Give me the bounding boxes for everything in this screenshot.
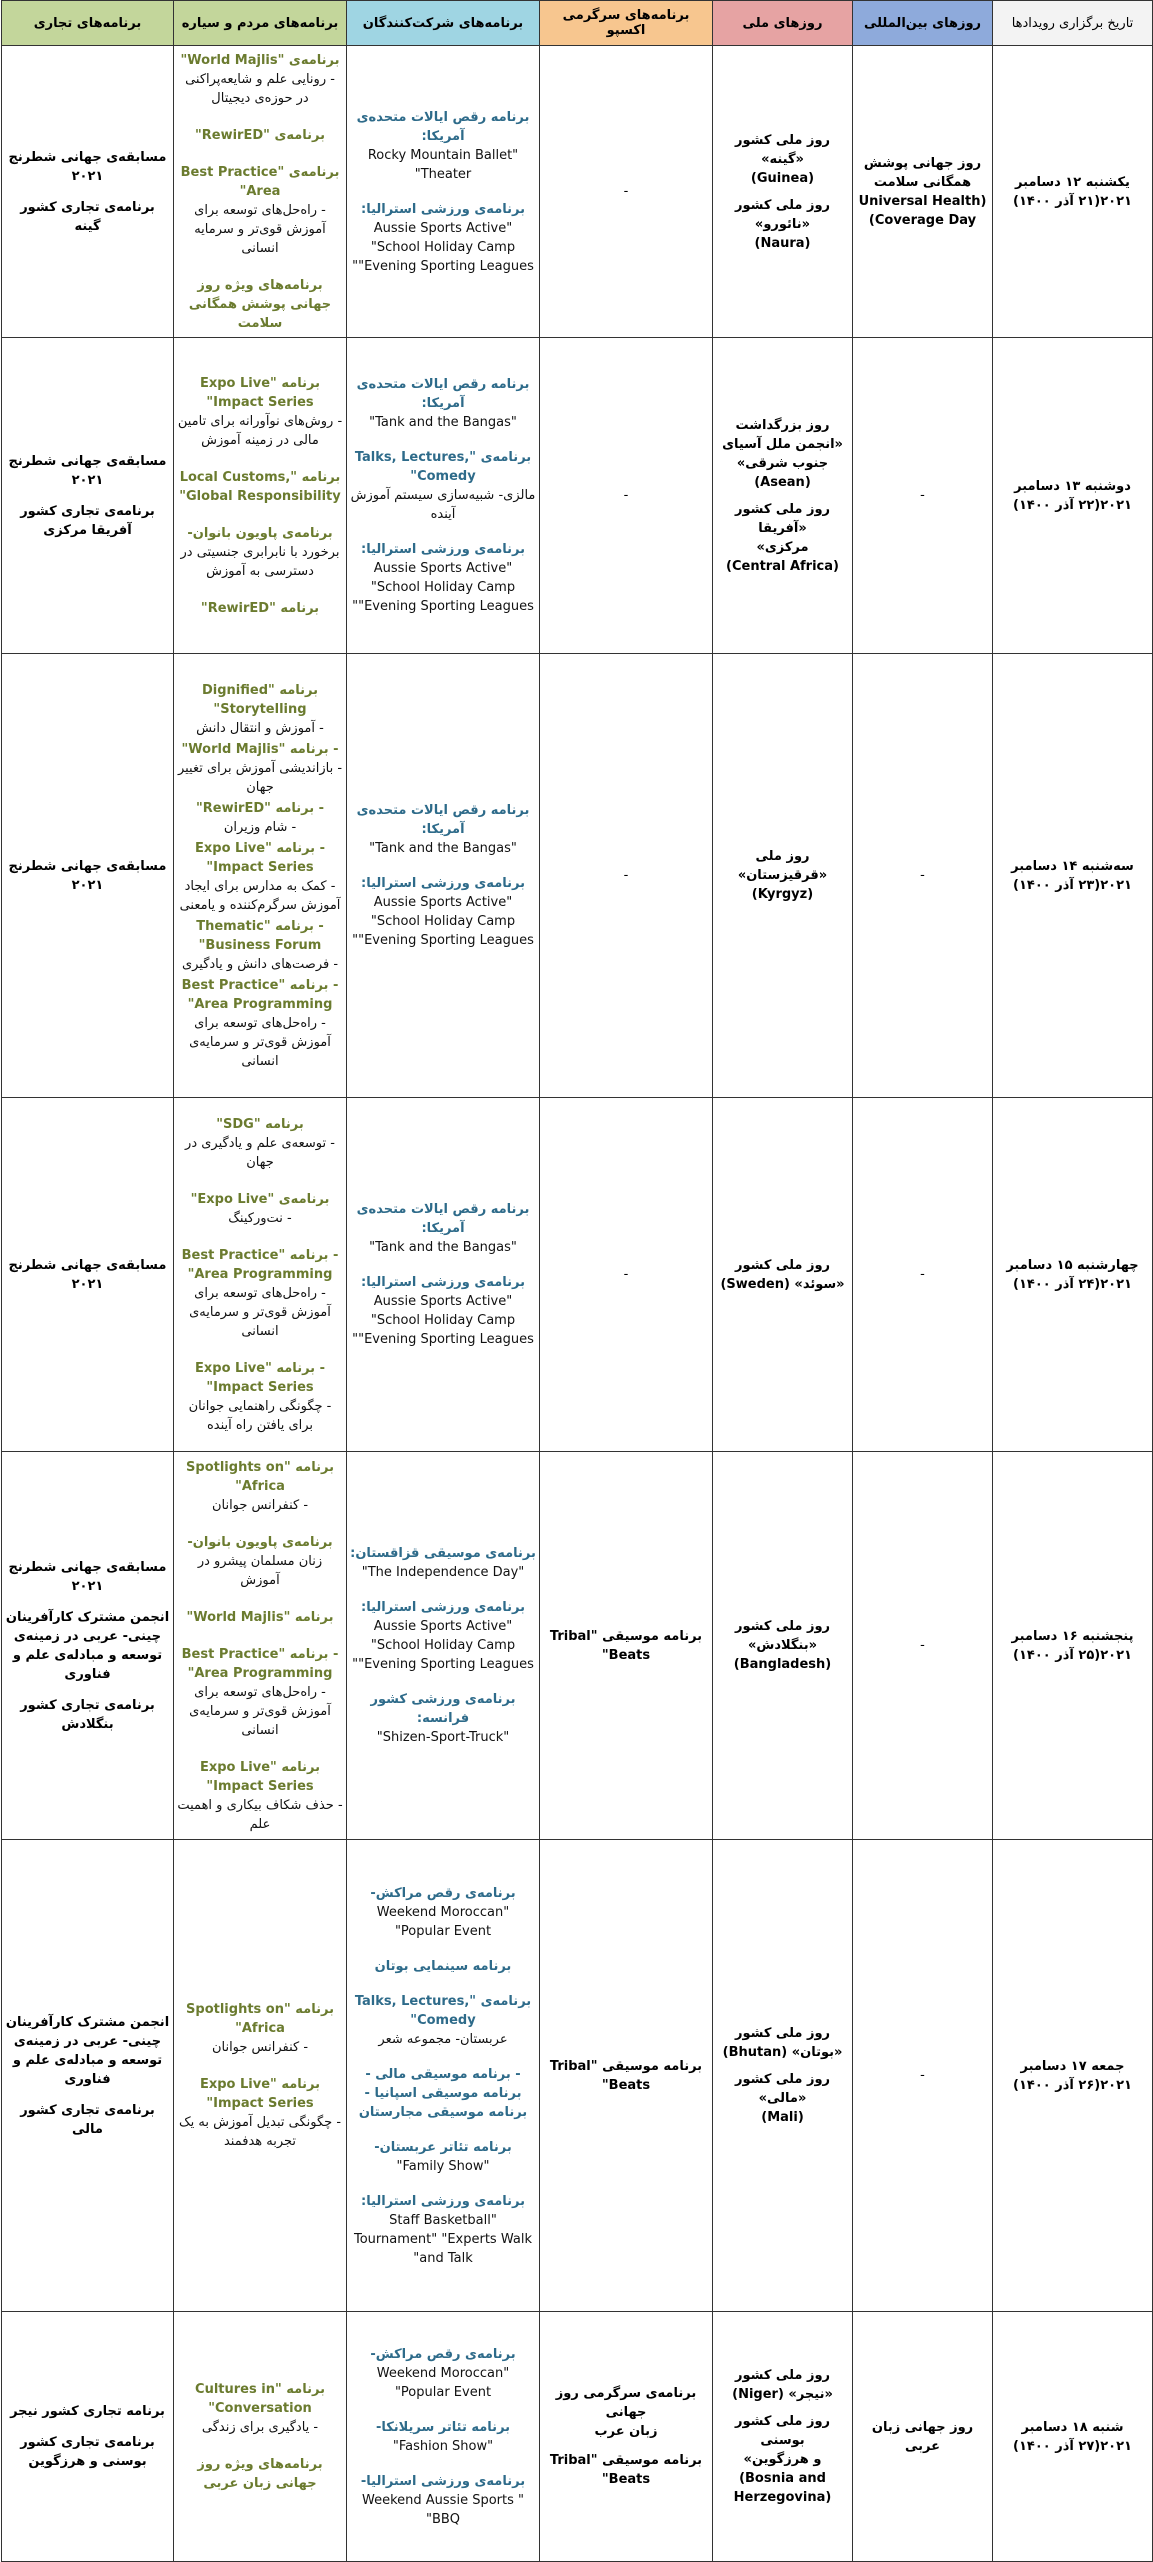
program-title: برنامه "Expo Live Impact Series" (199, 375, 321, 410)
cell-national-day (713, 1452, 853, 1840)
event-schedule-table (1, 0, 1153, 2562)
program-desc: - کمک به مدارس برای ایجاد آموزش سرگرم‌کننده و یامعنی (179, 878, 341, 913)
business-program: برنامه‌ی تجاری کشور مالی (20, 2102, 155, 2137)
national-day-entry (716, 847, 849, 904)
national-day-text: جنوب شرقی» (736, 455, 829, 471)
program-desc: "Tank and the Bangas" (369, 1240, 517, 1255)
program-title: - برنامه "Best Practice Area Programming" (181, 1646, 339, 1681)
participant-program (350, 2065, 536, 2122)
expo-entry (543, 1265, 709, 1284)
program-title: برنامه‌ی ورزشی استرالیا: (361, 1600, 525, 1615)
date-text: شنبه ۱۸ دسامبر ۲۰۲۱ (1021, 2419, 1132, 2454)
business-program: مسابقه‌ی جهانی شطرنج ۲۰۲۱ (8, 453, 167, 488)
international-day-text: Coverage Day) (868, 212, 977, 228)
schedule-row (2, 654, 1153, 1098)
date-text: (۲۵ آذر ۱۴۰۰) (1013, 1647, 1101, 1663)
program-title: برنامه‌ی ورزشی کشور فرانسه: (370, 1692, 516, 1726)
program-desc: Aussie Sports Active" "School Holiday Camp "Evening Sporting Leagues" (352, 1294, 534, 1347)
participant-program (350, 1992, 536, 2049)
cell-date (993, 654, 1153, 1098)
people-planet-program (177, 599, 343, 618)
cell-national-day (713, 2312, 853, 2562)
international-day-text: - (920, 868, 925, 883)
national-day-text: (Herzegovina (733, 2490, 832, 2505)
national-day-text: «نیجر» (Niger) (732, 2387, 833, 2402)
program-desc: - روش‌های نوآورانه برای تامین مالی در زمینه آموزش (177, 413, 343, 448)
program-title: برنامه‌ی ورزشی استرالیا: (361, 201, 525, 217)
expo-entry (543, 866, 709, 885)
header-row (2, 1, 1153, 46)
program-desc: مالزی- شبیه‌سازی سیستم آموزش آینده (350, 488, 536, 522)
expo-entry (543, 1627, 709, 1665)
people-planet-program (177, 1645, 343, 1740)
national-day-text: (Bangladesh) (733, 1657, 832, 1672)
cell-national-day (713, 654, 853, 1098)
cell-business-programs (2, 654, 174, 1098)
national-day-text: (Central Africa) (726, 558, 839, 574)
national-day-entry (716, 2366, 849, 2404)
program-desc: Weekend Moroccan" "Popular Event (376, 1904, 510, 1939)
national-day-entry (716, 1256, 849, 1294)
program-desc: - نت‌ورکینگ (228, 1210, 292, 1226)
program-title: - برنامه موسیقی مالی - برنامه موسیقی اسپانیا - برنامه موسیقی مجارستان (358, 2066, 528, 2120)
cell-business-programs (2, 1098, 174, 1452)
international-day-text: همگانی سلامت (873, 174, 972, 190)
program-title: برنامه "World Majlis" (186, 1609, 334, 1625)
program-title: - برنامه "RewirED" (195, 800, 325, 816)
cell-date (993, 1098, 1153, 1452)
date-text: پنجشنبه ۱۶ دسامبر ۲۰۲۱ (1011, 1628, 1134, 1663)
national-day-entry (716, 196, 849, 253)
program-title: - برنامه "Best Practice Area Programming" (181, 977, 339, 1012)
program-desc: Aussie Sports Active" "School Holiday Camp "Evening Sporting Leagues" (352, 1619, 534, 1672)
expo-entry (543, 182, 709, 201)
national-day-text: روز ملی «قرقیزستان» (737, 849, 828, 883)
national-day-text: (Kyrgyz) (751, 887, 814, 902)
program-desc: - کنفرانس جوانان (211, 2040, 309, 2055)
program-desc: - فرصت‌های دانش و یادگیری (181, 956, 339, 972)
program-title: - برنامه "World Majlis" (181, 741, 339, 757)
program-title: برنامه "RewirED" (200, 600, 320, 616)
expo-text: برنامه موسیقی "Tribal (549, 2453, 703, 2468)
program-desc: - توسعه‌ی علم و یادگیری در جهان (185, 1135, 335, 1170)
participant-program (350, 2472, 536, 2529)
people-planet-program (177, 2380, 343, 2437)
business-program: برنامه‌ی تجاری کشور آفریقا مرکزی (20, 503, 155, 538)
people-planet-program (177, 681, 343, 738)
cell-date (993, 1452, 1153, 1840)
cell-people-planet (174, 338, 347, 654)
cell-people-planet (174, 1452, 347, 1840)
cell-business-programs (2, 2312, 174, 2562)
cell-people-planet (174, 2312, 347, 2562)
program-title: برنامه‌های ویژه روز جهانی زبان عربی (197, 2457, 323, 2491)
cell-national-day (713, 338, 853, 654)
program-desc: "Family Show" (396, 2158, 490, 2174)
national-day-text: روز ملی کشور (734, 1257, 831, 1273)
cell-expo-entertainment (540, 338, 713, 654)
program-desc: عربستان- مجموعه شعر (378, 2031, 508, 2047)
cell-expo-entertainment (540, 1098, 713, 1452)
expo-text: - (623, 868, 629, 883)
program-title: برنامه‌ی "Best Practice Area" (180, 164, 340, 199)
national-day-text: مرکزی» (756, 539, 809, 555)
business-program: برنامه تجاری کشور نیجر (10, 2404, 165, 2419)
national-day-text: «نائورو» (754, 216, 811, 232)
business-program: مسابقه‌ی جهانی شطرنج ۲۰۲۱ (8, 149, 167, 184)
international-day-text: روز جهانی پوشش (863, 155, 982, 171)
cell-international-day (853, 2312, 993, 2562)
cell-business-programs (2, 1452, 174, 1840)
people-planet-program (177, 799, 343, 837)
program-title: برنامه‌ی "Expo Live" (190, 1191, 330, 1207)
program-title: برنامه رقص ایالات متحده‌ی آمریکا: (356, 1202, 530, 1236)
people-planet-program (177, 2075, 343, 2151)
program-desc: - راه‌حل‌های توسعه برای آموزش قوی‌تر و سرمایه‌ی انسانی (189, 1684, 331, 1738)
cell-participant-programs (347, 46, 540, 338)
business-program: مسابقه‌ی جهانی شطرنج ۲۰۲۱ (8, 858, 167, 893)
program-title: برنامه‌ی پاویون بانوان- (187, 525, 333, 541)
people-planet-program (177, 1115, 343, 1172)
participant-program (350, 1957, 536, 1976)
participant-program (350, 540, 536, 616)
national-day-entry (716, 2070, 849, 2127)
expo-text: - (623, 488, 629, 503)
program-title: - برنامه "Best Practice Area Programming" (181, 1247, 339, 1282)
program-desc: - یادگیری برای زندگی (201, 2420, 319, 2435)
cell-people-planet (174, 1840, 347, 2312)
national-day-text: «سوئد» (Sweden) (720, 1276, 845, 1292)
expo-text: - (623, 1267, 629, 1282)
program-desc: Weekend Moroccan" "Popular Event (376, 2365, 510, 2400)
cell-people-planet (174, 1098, 347, 1452)
national-day-text: Bosnia and) (739, 2471, 826, 2486)
participant-program (350, 1884, 536, 1941)
business-program: برنامه‌ی تجاری کشور گینه (20, 199, 155, 234)
participant-program (350, 1544, 536, 1582)
national-day-entry (716, 2024, 849, 2062)
program-title: برنامه‌ی موسیقی قزاقستان: (350, 1546, 536, 1561)
international-day-text: - (920, 1267, 925, 1282)
people-planet-program (177, 1458, 343, 1515)
cell-business-programs (2, 1840, 174, 2312)
program-title: برنامه‌ی ورزشی استرالیا: (361, 542, 525, 557)
program-desc: Aussie Sports Active" "School Holiday Camp "Evening Sporting Leagues" (352, 220, 534, 274)
date-text: (۲۷ آذر ۱۴۰۰) (1013, 2438, 1101, 2454)
cell-people-planet (174, 46, 347, 338)
schedule-body (2, 46, 1153, 2562)
program-desc: زنان مسلمان پیشرو در آموزش (197, 1553, 323, 1588)
expo-text: - (623, 184, 629, 199)
expo-text: زبان عرب (594, 2424, 658, 2439)
program-title: برنامه‌ی ورزشی استرالیا: (361, 2193, 525, 2209)
program-title: برنامه‌ی "RewirED" (194, 127, 326, 143)
national-day-text: روز ملی کشور (734, 2368, 831, 2383)
cell-date (993, 46, 1153, 338)
program-title: برنامه "Spotlights on Africa" (186, 1459, 334, 1494)
date-text: دوشنبه ۱۳ دسامبر ۲۰۲۱ (1014, 478, 1132, 513)
program-title: برنامه رقص ایالات متحده‌ی آمریکا: (356, 803, 530, 837)
program-title: برنامه‌ی پاویون بانوان- (187, 1534, 333, 1550)
program-desc: Weekend Aussie Sports " "BBQ (362, 2492, 524, 2527)
cell-participant-programs (347, 1840, 540, 2312)
cell-international-day (853, 1098, 993, 1452)
expo-text: Beats" (601, 1647, 651, 1663)
participant-program (350, 2418, 536, 2456)
program-title: برنامه "Local Customs, Global Responsibility" (179, 469, 341, 504)
program-desc: - راه‌حل‌های توسعه برای آموزش قوی‌تر و سرمایه‌ی انسانی (189, 1285, 331, 1339)
expo-entry (543, 2451, 709, 2489)
business-program: مسابقه‌ی جهانی شطرنج ۲۰۲۱ (8, 1257, 167, 1292)
people-planet-program (177, 1533, 343, 1590)
cell-international-day (853, 46, 993, 338)
date-text: (۲۴ آذر ۱۴۰۰) (1013, 1276, 1101, 1292)
header-national-days: روزهای ملی (713, 1, 853, 46)
people-planet-program (177, 976, 343, 1071)
program-title: برنامه "Cultures in Conversation" (195, 2382, 325, 2416)
program-title: برنامه "Expo Live Impact Series" (199, 2077, 321, 2111)
program-desc: - راه‌حل‌های توسعه برای آموزش قوی‌تر و سرمایه‌ی انسانی (189, 1015, 331, 1069)
people-planet-program (177, 1246, 343, 1341)
national-day-text: (Mali) (761, 2110, 804, 2125)
expo-entry (543, 2384, 709, 2441)
cell-participant-programs (347, 338, 540, 654)
cell-participant-programs (347, 1098, 540, 1452)
international-day-text: روز جهانی زبان عربی (871, 2419, 974, 2454)
program-desc: Aussie Sports Active" "School Holiday Camp "Evening Sporting Leagues" (352, 561, 534, 614)
cell-national-day (713, 46, 853, 338)
program-title: برنامه‌ی "World Majlis" (180, 52, 340, 68)
program-title: برنامه‌ی ورزشی استرالیا: (361, 876, 525, 891)
expo-text: Beats" (601, 2472, 651, 2487)
program-desc: - راه‌حل‌های توسعه برای آموزش قوی‌تر و سرمایه انسانی (194, 202, 326, 256)
people-planet-program (177, 740, 343, 797)
national-day-text: روز ملی کشور «گینه» (734, 132, 831, 167)
business-program: مسابقه‌ی جهانی شطرنج ۲۰۲۱ (8, 1559, 167, 1594)
expo-text: برنامه موسیقی "Tribal (549, 2058, 703, 2074)
people-planet-program (177, 2455, 343, 2493)
international-day-text: - (920, 1638, 925, 1653)
international-day-text: - (920, 2068, 925, 2083)
program-desc: - رونایی علم و شایعه‌پراکنی در حوزه‌ی دیجیتال (185, 71, 335, 106)
international-day-text: - (920, 488, 925, 503)
expo-text: برنامه‌ی سرگرمی روز جهانی (555, 2386, 697, 2420)
program-title: برنامه "Spotlights on Africa" (186, 2002, 334, 2036)
cell-business-programs (2, 46, 174, 338)
program-desc: "Tank and the Bangas" (369, 841, 517, 856)
participant-program (350, 1690, 536, 1747)
program-desc: "The Independence Day" (361, 1565, 525, 1580)
national-day-text: «بوتان» (Bhutan) (722, 2045, 843, 2060)
program-title: برنامه‌های ویژه روز جهانی پوشش همگانی سلامت (188, 277, 332, 331)
program-desc: - چگونگی تبدیل آموزش به یک تجربه هدفمند (178, 2115, 342, 2149)
program-desc: - آموزش و انتقال دانش (196, 720, 324, 736)
people-planet-program (177, 1190, 343, 1228)
participant-program (350, 448, 536, 524)
program-title: برنامه‌ی ورزشی استرالیا- (360, 2473, 526, 2489)
participant-program (350, 200, 536, 276)
participant-program (350, 1273, 536, 1349)
business-program: برنامه‌ی تجاری کشور بنگلادش (20, 1697, 155, 1732)
people-planet-program (177, 51, 343, 108)
program-title: برنامه "Dignified Storytelling" (202, 682, 318, 717)
schedule-row (2, 338, 1153, 654)
cell-date (993, 1840, 1153, 2312)
national-day-text: و هرزگوین» (743, 2452, 822, 2467)
header-business-programs: برنامه‌های تجاری (2, 1, 174, 46)
participant-program (350, 2345, 536, 2402)
national-day-text: روز بزرگداشت (735, 417, 830, 433)
program-title: برنامه تئاتر عربستان- (374, 2139, 512, 2155)
cell-participant-programs (347, 2312, 540, 2562)
national-day-text: (Naura) (754, 235, 811, 251)
people-planet-program (177, 163, 343, 258)
program-title: برنامه‌ی رقص مراکش- (370, 1885, 516, 1901)
program-title: برنامه رقص ایالات متحده‌ی آمریکا: (356, 109, 530, 144)
program-title: - برنامه "Expo Live Impact Series" (195, 840, 325, 875)
cell-business-programs (2, 338, 174, 654)
national-day-text: روز ملی کشور بوسنی (734, 2414, 831, 2448)
national-day-text: روز ملی کشور (734, 2026, 831, 2041)
participant-program (350, 874, 536, 950)
program-title: برنامه‌ی ورزشی استرالیا: (361, 1275, 525, 1290)
business-program: برنامه‌ی تجاری کشور بوسنی و هرزگوین (20, 2435, 155, 2469)
participant-program (350, 108, 536, 184)
schedule-row (2, 1840, 1153, 2312)
header-people-planet: برنامه‌های مردم و سیاره (174, 1, 347, 46)
program-desc: "Staff Basketball Tournament" "Experts Walk and Talk" (354, 2212, 532, 2266)
expo-entry (543, 2057, 709, 2095)
international-day-text: (Universal Health (858, 193, 987, 209)
cell-international-day (853, 338, 993, 654)
program-desc: "Shizen-Sport-Truck" (376, 1730, 510, 1745)
date-text: چهارشنبه ۱۵ دسامبر ۲۰۲۱ (1006, 1257, 1139, 1292)
people-planet-program (177, 917, 343, 974)
date-text: (۲۶ آذر ۱۴۰۰) (1013, 2077, 1101, 2093)
program-title: برنامه‌ی "Talks, Lectures, Comedy" (354, 1993, 532, 2028)
program-desc: برخورد با نابرابری جنسیتی در دسترسی به آموزش (180, 544, 340, 579)
schedule-row (2, 46, 1153, 338)
program-desc: - بازاندیشی آموزش برای تغییر جهان (177, 760, 343, 795)
cell-expo-entertainment (540, 2312, 713, 2562)
program-title: برنامه تئاتر سریلانکا- (375, 2419, 511, 2435)
participant-program (350, 2138, 536, 2176)
people-planet-program (177, 468, 343, 506)
header-international-days: روزهای بین‌المللی (853, 1, 993, 46)
cell-expo-entertainment (540, 1840, 713, 2312)
cell-international-day (853, 1840, 993, 2312)
national-day-text: (Guinea) (750, 170, 815, 186)
cell-participant-programs (347, 654, 540, 1098)
program-title: برنامه سینمایی بوتان (374, 1958, 512, 1974)
program-title: برنامه "SDG" (216, 1116, 304, 1132)
people-planet-program (177, 276, 343, 333)
program-desc: "Rocky Mountain Ballet Theater" (367, 147, 519, 182)
national-day-text: «انجمن ملل آسیای (722, 436, 843, 452)
date-text: سه‌شنبه ۱۴ دسامبر ۲۰۲۱ (1011, 858, 1134, 893)
national-day-entry (716, 131, 849, 188)
participant-program (350, 2192, 536, 2268)
date-text: (۲۳ آذر ۱۴۰۰) (1013, 877, 1101, 893)
cell-date (993, 338, 1153, 654)
header-participant-programs: برنامه‌های شرکت‌کنندگان (347, 1, 540, 46)
national-day-text: روز ملی کشور (734, 1619, 831, 1634)
expo-entry (543, 486, 709, 505)
date-text: یکشنبه ۱۲ دسامبر ۲۰۲۱ (1015, 174, 1132, 209)
national-day-entry (716, 416, 849, 492)
cell-expo-entertainment (540, 1452, 713, 1840)
program-desc: "Fashion Show" (392, 2438, 494, 2454)
program-desc: - شام وزیران (223, 819, 297, 835)
people-planet-program (177, 126, 343, 145)
cell-national-day (713, 1098, 853, 1452)
program-title: - برنامه "Thematic Business Forum" (196, 918, 324, 953)
cell-expo-entertainment (540, 46, 713, 338)
schedule-row (2, 2312, 1153, 2562)
participant-program (350, 1598, 536, 1674)
national-day-text: (Asean) (754, 474, 811, 490)
cell-international-day (853, 1452, 993, 1840)
cell-international-day (853, 654, 993, 1098)
business-program: انجمن مشترک کارآفرینان چینی- عربی در زمینه‌ی توسعه و مبادله‌ی علم و فناوری (5, 1609, 170, 1682)
schedule-row (2, 1098, 1153, 1452)
cell-participant-programs (347, 1452, 540, 1840)
date-text: (۲۲ آذر ۱۴۰۰) (1013, 497, 1101, 513)
program-title: برنامه "Expo Live Impact Series" (199, 1759, 321, 1794)
people-planet-program (177, 374, 343, 450)
program-desc: - چگونگی راهنمایی جوانان برای یافتن راه آینده (188, 1398, 332, 1433)
participant-program (350, 801, 536, 858)
cell-people-planet (174, 654, 347, 1098)
people-planet-program (177, 524, 343, 581)
people-planet-program (177, 2000, 343, 2057)
people-planet-program (177, 1359, 343, 1435)
national-day-entry (716, 2412, 849, 2507)
national-day-entry (716, 1617, 849, 1674)
national-day-text: روز ملی کشور «مالی» (734, 2072, 831, 2106)
cell-expo-entertainment (540, 654, 713, 1098)
people-planet-program (177, 839, 343, 915)
schedule-row (2, 1452, 1153, 1840)
program-desc: - حذف شکاف بیکاری و اهمیت علم (177, 1797, 343, 1832)
program-desc: Aussie Sports Active" "School Holiday Camp "Evening Sporting Leagues" (352, 895, 534, 948)
people-planet-program (177, 1608, 343, 1627)
date-text: (۲۱ آذر ۱۴۰۰) (1013, 193, 1101, 209)
program-title: برنامه رقص ایالات متحده‌ی آمریکا: (356, 377, 530, 411)
header-date: تاریخ برگزاری رویدادها (993, 1, 1153, 46)
national-day-entry (716, 500, 849, 576)
program-desc: - کنفرانس جوانان (211, 1497, 309, 1513)
business-program: انجمن مشترک کارآفرینان چینی- عربی در زمینه‌ی توسعه و مبادله‌ی علم و فناوری (5, 2014, 170, 2087)
program-title: برنامه‌ی رقص مراکش- (370, 2346, 516, 2362)
national-day-text: روز ملی کشور (734, 197, 831, 213)
expo-text: برنامه موسیقی "Tribal (549, 1628, 703, 1644)
participant-program (350, 1200, 536, 1257)
program-desc: "Tank and the Bangas" (369, 415, 517, 430)
national-day-text: «بنگلادش» (747, 1638, 818, 1653)
cell-date (993, 2312, 1153, 2562)
program-title: - برنامه "Expo Live Impact Series" (195, 1360, 325, 1395)
cell-national-day (713, 1840, 853, 2312)
people-planet-program (177, 1758, 343, 1834)
program-title: برنامه‌ی "Talks, Lectures, Comedy" (354, 450, 532, 484)
header-expo-entertainment: برنامه‌های سرگرمی اکسپو (540, 1, 713, 46)
date-text: جمعه ۱۷ دسامبر ۲۰۲۱ (1020, 2058, 1132, 2093)
expo-text: Beats" (601, 2077, 651, 2093)
participant-program (350, 375, 536, 432)
national-day-text: روز ملی کشور «آفریقا (734, 501, 831, 536)
